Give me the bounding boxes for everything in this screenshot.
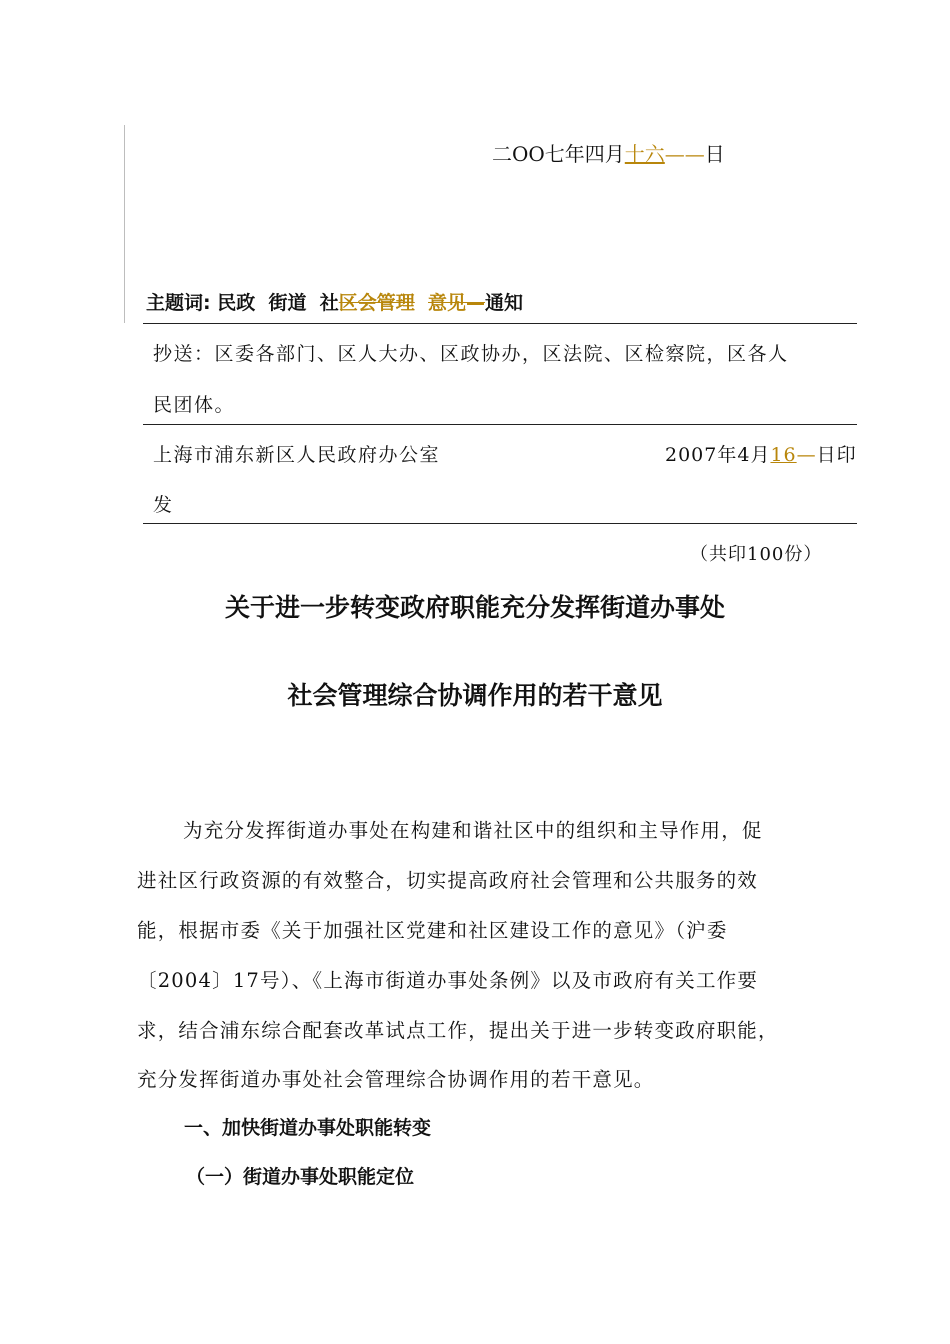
body-line-3: 能，根据市委《关于加强社区党建和社区建设工作的意见》（沪委: [137, 919, 728, 942]
body-line-6: 充分发挥街道办事处社会管理综合协调作用的若干意见。: [137, 1068, 655, 1091]
cc-line-1: 抄送：区委各部门、区人大办、区政协办，区法院、区检察院，区各人: [153, 343, 789, 365]
date-suffix: 日: [704, 142, 725, 166]
keyword-5: 通知: [485, 292, 524, 314]
doc-title-line-2: 社会管理综合协调作用的若干意见: [287, 681, 663, 710]
issue-date-prefix: 2007年4月: [665, 444, 771, 466]
keyword-4-dash: —: [466, 292, 486, 314]
date-line: [492, 138, 725, 167]
keyword-1: 民政: [217, 292, 256, 314]
keyword-3a: 社: [319, 292, 339, 314]
margin-rule: [124, 125, 125, 323]
issue-tail: 发: [153, 494, 173, 516]
rule-3: [143, 523, 857, 524]
keywords-line: [146, 288, 523, 315]
keywords-label: 主题词:: [146, 292, 211, 314]
body-line-4: 〔2004〕17号）、《上海市街道办事处条例》以及市政府有关工作要: [137, 969, 759, 992]
rule-2: [143, 424, 857, 425]
issue-date-day: 16: [770, 444, 797, 466]
cc-line-2: 民团体。: [153, 394, 236, 416]
body-line-1: 为充分发挥街道办事处在构建和谐社区中的组织和主导作用，促: [183, 819, 763, 842]
body-line-5: 求，结合浦东综合配套改革试点工作，提出关于进一步转变政府职能，: [137, 1019, 779, 1042]
section-heading-1: 一、加快街道办事处职能转变: [184, 1117, 432, 1139]
body-line-2: 进社区行政资源的有效整合，切实提高政府社会管理和公共服务的效: [137, 869, 759, 892]
issue-date-suffix: 日印: [816, 444, 857, 466]
copies-note: （共印100份）: [690, 544, 823, 565]
doc-title-line-1: 关于进一步转变政府职能充分发挥街道办事处: [224, 593, 725, 622]
issue-date: [665, 440, 857, 467]
keyword-4-deleted: 意见: [428, 292, 467, 314]
keyword-3b-deleted: 区会管理: [338, 292, 415, 314]
date-day: 十六: [624, 142, 665, 166]
issue-date-dash: —: [796, 444, 817, 466]
rule-1: [143, 323, 857, 324]
subsection-heading-1: （一）街道办事处职能定位: [186, 1166, 415, 1188]
keyword-2: 街道: [268, 292, 307, 314]
date-prefix: 二OO七年四月: [492, 142, 625, 166]
date-dash: ——: [664, 142, 705, 166]
issuer: 上海市浦东新区人民政府办公室: [153, 444, 441, 466]
